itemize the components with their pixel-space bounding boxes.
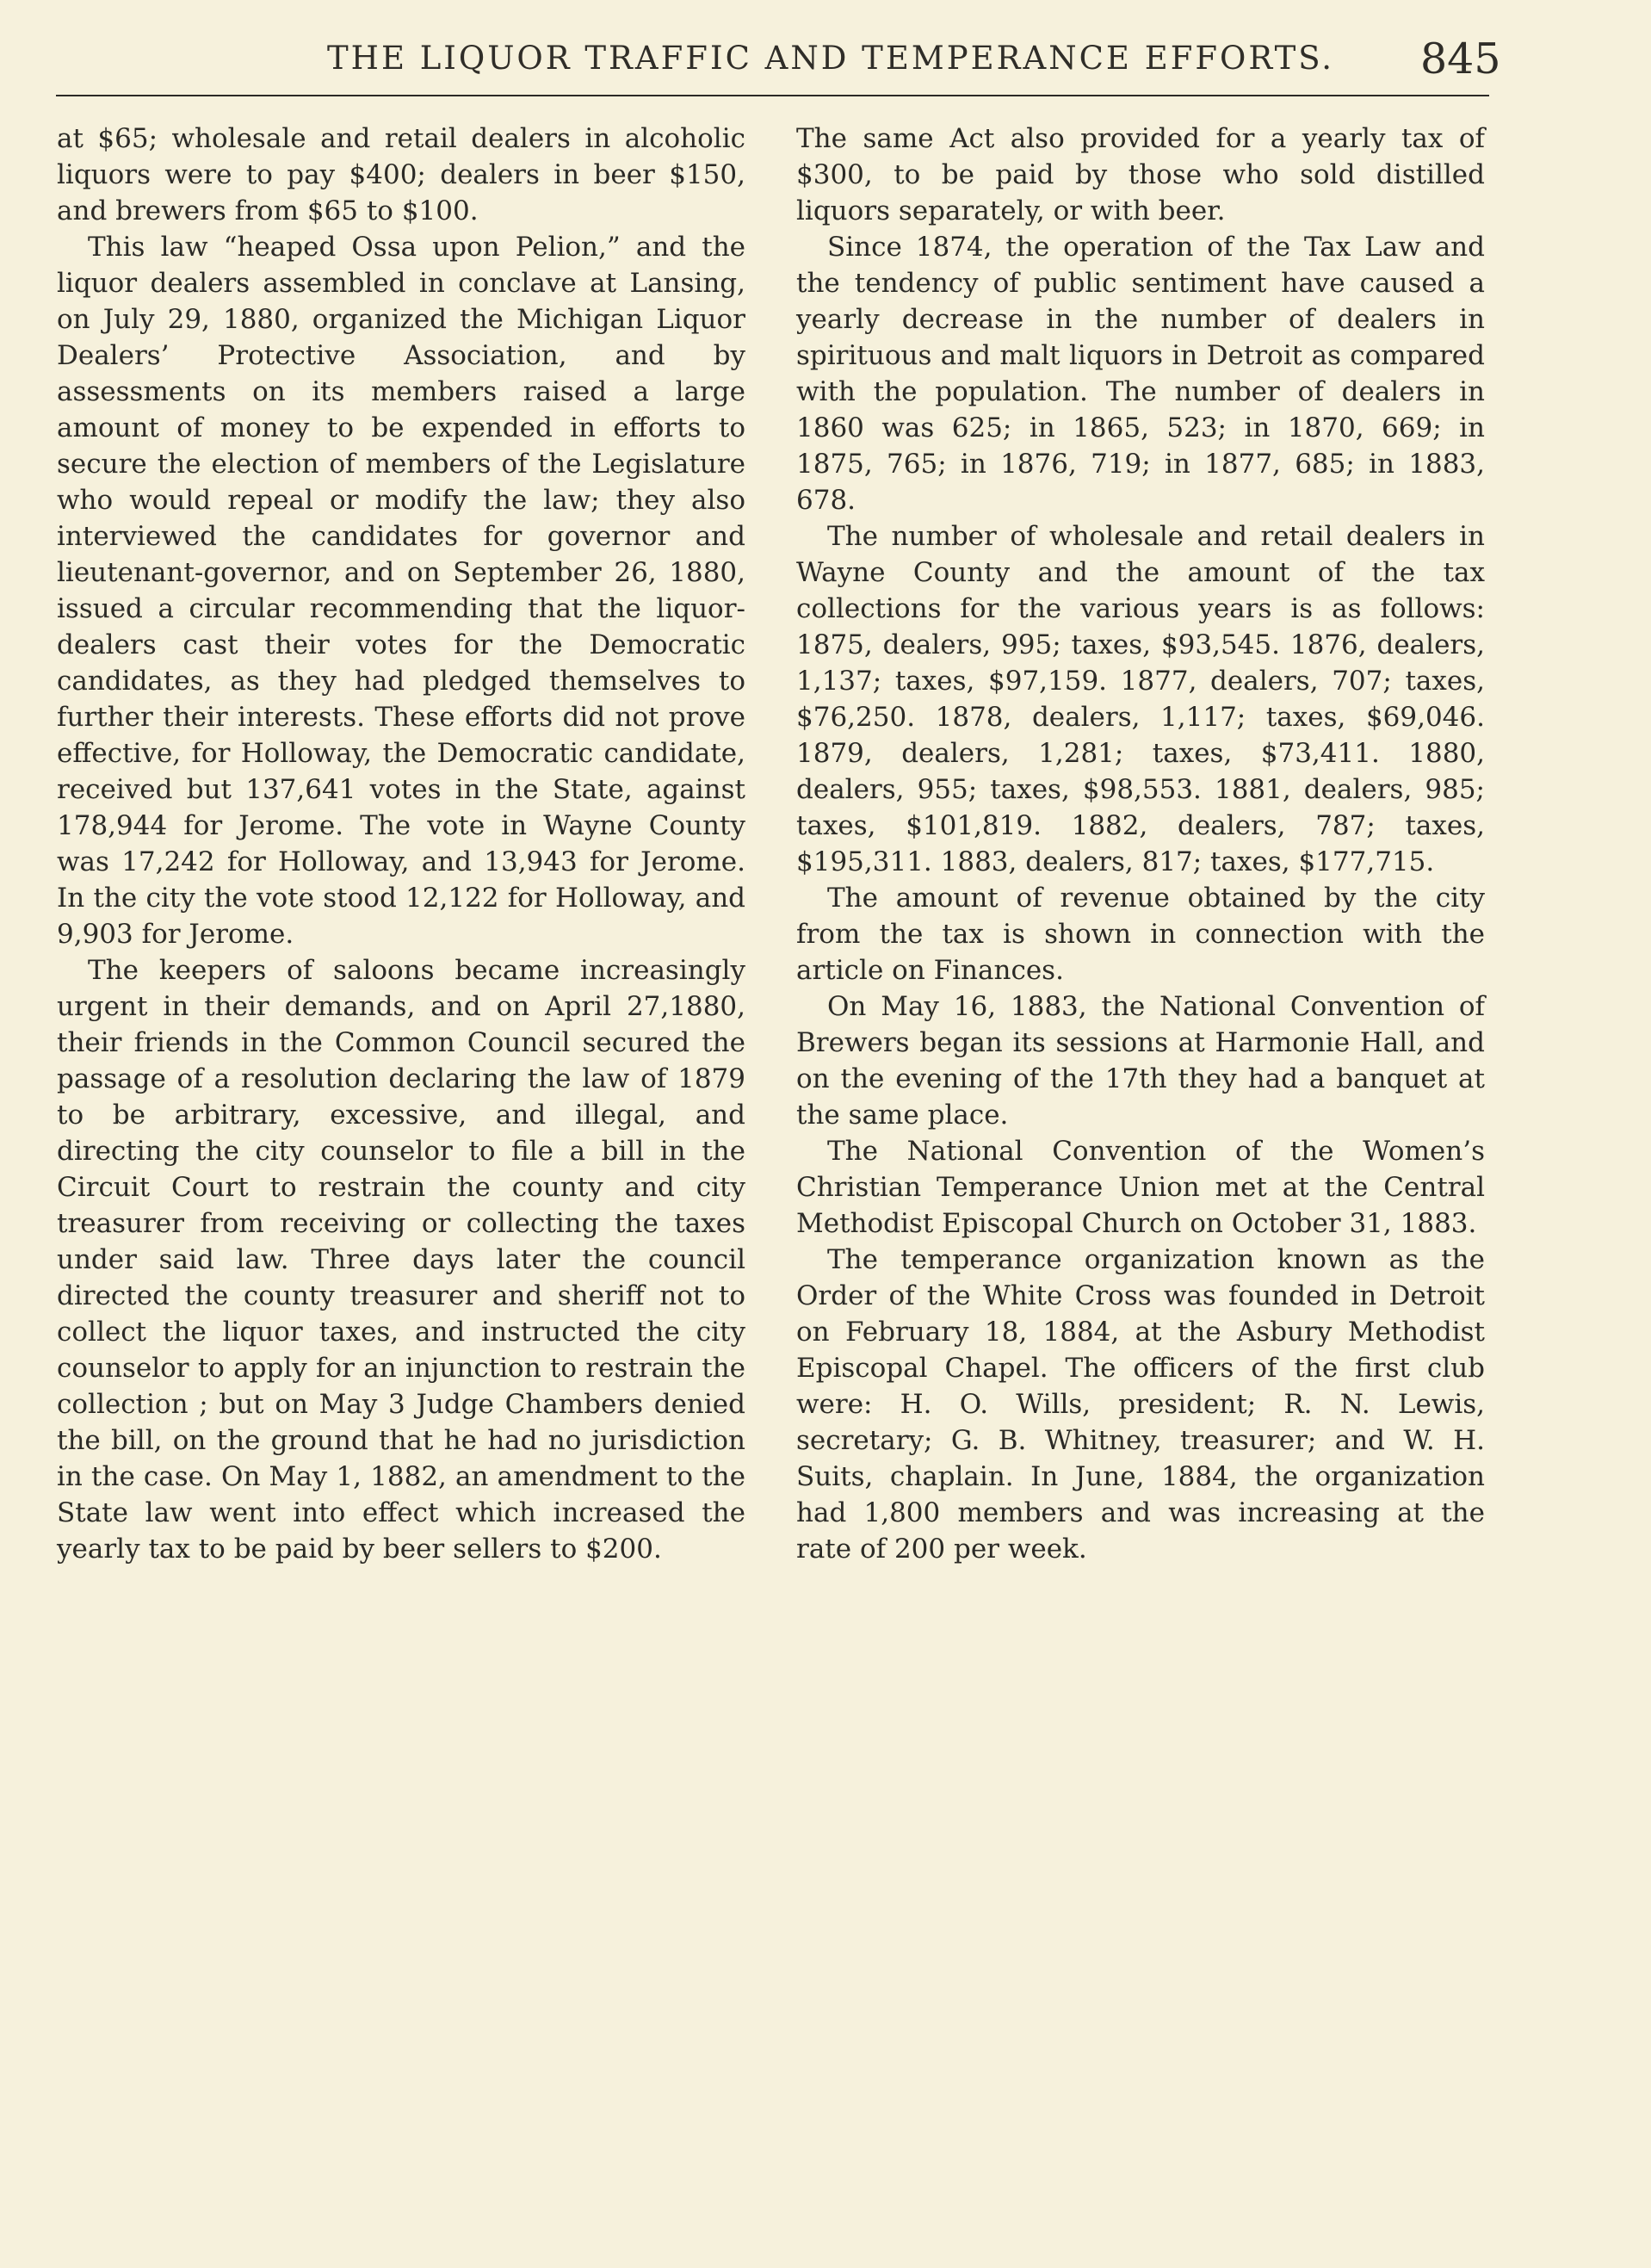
paragraph: The amount of revenue obtained by the city from the tax is shown in connection with the article on Finances. <box>796 883 1485 986</box>
paragraph: The number of wholesale and retail dealers in Wayne County and the amount of the tax collections for the various years is as follows: 1875, dealers, 995; taxes, $93,545. 1876, dealers, 1,137; taxes, $97,159. 1877, dealers, 707; taxes, $76,250. 1878, dealers, 1,117; taxes, $69,046. 1879, dealers, 1,281; taxes, $73,411. 1880, dealers, 955; taxes, $98,553. 1881, dealers, 985; taxes, $101,819. 1882, dealers, 787; taxes, $195,311. 1883, dealers, 817; taxes, $177,715. <box>796 521 1485 877</box>
left-column <box>57 121 745 1567</box>
paragraph: The National Convention of the Women’s Christian Temperance Union met at the Central Methodist Episcopal Church on October 31, 1883. <box>796 1136 1485 1239</box>
paragraph: The temperance organization known as the Order of the White Cross was founded in Detroit on February 18, 1884, at the Asbury Methodist Episcopal Chapel. The officers of the first club were: H. O. Wills, president; R. N. Lewis, secretary; G. B. Whitney, treasurer; and W. H. Suits, chaplain. In June, 1884, the organization had 1,800 members and was increasing at the rate of 200 per week. <box>796 1244 1485 1565</box>
running-head <box>0 33 1651 84</box>
paragraph: Since 1874, the operation of the Tax Law and the tendency of public sentiment have caused a yearly decrease in the number of dealers in spirituous and malt liquors in Detroit as compared with the population. The number of dealers in 1860 was 625; in 1865, 523; in 1870, 669; in 1875, 765; in 1876, 719; in 1877, 685; in 1883, 678. <box>796 232 1485 516</box>
paragraph: On May 16, 1883, the National Convention of Brewers began its sessions at Harmonie Hall, and on the evening of the 17th they had a banquet at the same place. <box>796 991 1485 1131</box>
paragraph: The keepers of saloons became increasingly urgent in their demands, and on April 27,1880, their friends in the Common Council secured the passage of a resolution declaring the law of 1879 to be arbitrary, excessive, and illegal, and directing the city counselor to file a bill in the Circuit Court to restrain the county and city treasurer from receiving or collecting the taxes under said law. Three days later the council directed the county treasurer and sheriff not to collect the liquor taxes, and instructed the city counselor to apply for an injunction to restrain the collection ; but on May 3 Judge Chambers denied the bill, on the ground that he had no jurisdiction in the case. On May 1, 1882, an amendment to the State law went into effect which increased the yearly tax to be paid by beer sellers to $200. <box>57 955 745 1565</box>
running-title: THE LIQUOR TRAFFIC AND TEMPERANCE EFFORTS. <box>327 40 1335 77</box>
right-column <box>796 121 1485 1567</box>
paragraph: The same Act also provided for a yearly tax of $300, to be paid by those who sold distilled liquors separately, or with beer. <box>796 123 1485 226</box>
header-rule <box>56 95 1489 96</box>
page-number: 845 <box>1420 34 1501 84</box>
paragraph: at $65; wholesale and retail dealers in alcoholic liquors were to pay $400; dealers in beer $150, and brewers from $65 to $100. <box>57 123 745 226</box>
paragraph: This law “heaped Ossa upon Pelion,” and the liquor dealers assembled in conclave at Lansing, on July 29, 1880, organized the Michigan Liquor Dealers’ Protective Association, and by assessments on its members raised a large amount of money to be expended in efforts to secure the election of members of the Legislature who would repeal or modify the law; they also interviewed the candidates for governor and lieutenant-governor, and on September 26, 1880, issued a circular recommending that the liquor-dealers cast their votes for the Democratic candidates, as they had pledged themselves to further their interests. These efforts did not prove effective, for Holloway, the Democratic candidate, received but 137,641 votes in the State, against 178,944 for Jerome. The vote in Wayne County was 17,242 for Holloway, and 13,943 for Jerome. In the city the vote stood 12,122 for Holloway, and 9,903 for Jerome. <box>57 232 745 950</box>
